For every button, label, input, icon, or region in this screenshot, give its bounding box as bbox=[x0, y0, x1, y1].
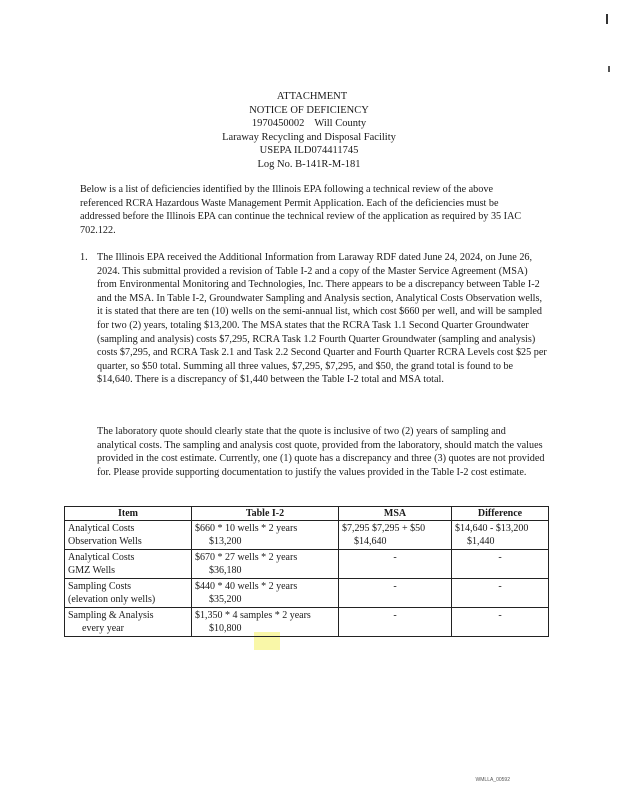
table-i2-cell bbox=[192, 608, 339, 637]
item-number: 1. bbox=[80, 252, 88, 263]
column-header: Difference bbox=[452, 507, 549, 521]
item-cell bbox=[65, 608, 192, 637]
msa-cell bbox=[339, 521, 452, 550]
header-county: Will County bbox=[314, 118, 367, 130]
intro-paragraph: Below is a list of deficiencies identified by the Illinois EPA following a technical review of the above referenced RCRA Hazardous Waste Management Permit Application. Each of the deficiencies must be addressed before the Illinois EPA can continue the technical review of the application as required by 35 IAC 702.122. bbox=[80, 184, 522, 236]
item-line: Observation Wells bbox=[68, 536, 142, 547]
msa-cell: - bbox=[339, 550, 452, 579]
header-log-no: Log No. B-141R-M-181 bbox=[257, 158, 361, 170]
item-line: Analytical Costs bbox=[68, 523, 135, 534]
column-header: Table I-2 bbox=[192, 507, 339, 521]
table-row bbox=[65, 550, 549, 579]
msa-cell: - bbox=[339, 608, 452, 637]
msa-cell: - bbox=[339, 579, 452, 608]
item-line: (elevation only wells) bbox=[68, 594, 156, 605]
header-subtitle: NOTICE OF DEFICIENCY bbox=[249, 104, 369, 116]
item-line: Sampling & Analysis bbox=[68, 610, 154, 621]
item-cell bbox=[65, 550, 192, 579]
table-i2-cell bbox=[192, 521, 339, 550]
difference-cell bbox=[452, 521, 549, 550]
table-i2-cell bbox=[192, 579, 339, 608]
bates-stamp: WMLLA_00592 bbox=[475, 777, 510, 783]
scan-mark bbox=[606, 14, 608, 24]
formula: $7,295 $7,295 + $50 bbox=[342, 523, 426, 534]
column-header: MSA bbox=[339, 507, 452, 521]
total: $13,200 bbox=[209, 536, 242, 547]
total: $36,180 bbox=[209, 565, 242, 576]
header-facility: Laraway Recycling and Disposal Facility bbox=[222, 131, 396, 143]
formula: $670 * 27 wells * 2 years bbox=[195, 552, 298, 563]
item-cell bbox=[65, 521, 192, 550]
header-id-number: 1970450002 bbox=[251, 118, 305, 130]
item-text: The Illinois EPA received the Additional Information from Laraway RDF dated June 24, 2024, on June 26, 2024. This submittal provided a revision of Table I-2 and a copy of the Master Service Agreement (MSA) from Environmental Monitoring and Technologies, Inc. There appears to be a discrepancy between Table I-2 and the MSA. In Table I-2, Groundwater Sampling and Analysis section, Analytical Costs Observation wells, it is stated that there are ten (10) wells on the semi-annual list, which cost $660 per well, and will be sampled for two (2) years, totaling $13,200. The MSA states that the RCRA Task 1.1 Second Quarter Groundwater (sampling and analysis) costs $7,295, RCRA Task 1.2 Fourth Quarter Groundwater (sampling and analysis) costs $7,295, and RCRA Task 2.1 and Task 2.2 Second Quarter and Fourth Quarter RCRA Levels cost $25 per quarter, so $50 total. Summing all three values, $7,295, $7,295, and $50, the grand total is found to be $14,640. There is a discrepancy of $1,440 between the Table I-2 total and MSA total. bbox=[97, 252, 547, 386]
formula: $1,350 * 4 samples * 2 years bbox=[195, 610, 311, 621]
scan-mark bbox=[608, 66, 610, 72]
lab-paragraph: The laboratory quote should clearly state that the quote is inclusive of two (2) years of sampling and analytical costs. The sampling and analysis cost quote, provided from the laboratory, should match the values provided in the cost estimate. Currently, one (1) quote has a discrepancy and three (3) quotes are not provided for. Please provide supporting documentation to justify the values provided in the Table I-2 cost estimate. bbox=[97, 426, 545, 478]
total: $10,800 bbox=[209, 623, 242, 634]
total: $1,440 bbox=[467, 536, 495, 547]
table-row bbox=[65, 579, 549, 608]
total: $35,200 bbox=[209, 594, 242, 605]
document-header bbox=[0, 90, 618, 172]
table-header-row bbox=[65, 507, 549, 521]
item-line: GMZ Wells bbox=[68, 565, 116, 576]
item-line: Sampling Costs bbox=[68, 581, 132, 592]
item-cell bbox=[65, 579, 192, 608]
difference-cell: - bbox=[452, 608, 549, 637]
header-usepa: USEPA ILD074411745 bbox=[259, 145, 359, 157]
header-id-row bbox=[0, 117, 618, 131]
total: $14,640 bbox=[354, 536, 387, 547]
item-line: every year bbox=[82, 623, 124, 634]
item-line: Analytical Costs bbox=[68, 552, 135, 563]
formula: $660 * 10 wells * 2 years bbox=[195, 523, 298, 534]
column-header: Item bbox=[65, 507, 192, 521]
formula: $14,640 - $13,200 bbox=[455, 523, 529, 534]
header-title: ATTACHMENT bbox=[276, 91, 348, 102]
table-row bbox=[65, 521, 549, 550]
table-row bbox=[65, 608, 549, 637]
cost-comparison-table bbox=[64, 506, 549, 637]
table-i2-cell bbox=[192, 550, 339, 579]
difference-cell: - bbox=[452, 579, 549, 608]
formula: $440 * 40 wells * 2 years bbox=[195, 581, 298, 592]
difference-cell: - bbox=[452, 550, 549, 579]
